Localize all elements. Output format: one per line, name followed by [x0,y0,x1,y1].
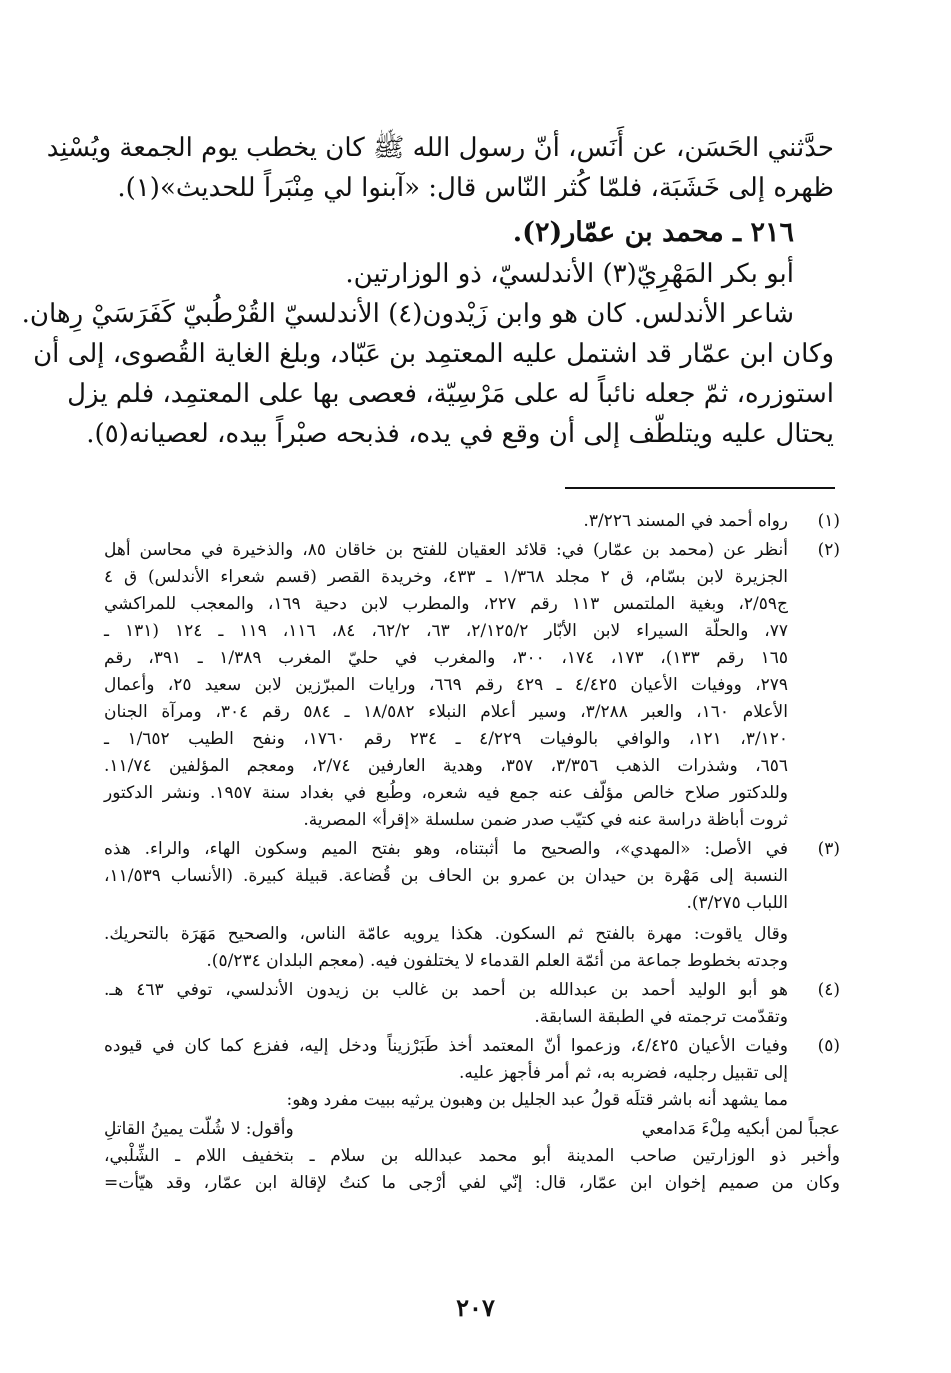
main-text [21,128,834,454]
footnote-line: وجدته بخطوط جماعة من أئمّة العلم القدماء لا يختلفون فيه. (معجم البلدان ٥/٢٣٤). [206,951,788,971]
main-line: أبو بكر المَهْرِيّ(٣) الأندلسيّ، ذو الوزارتين. [345,259,794,289]
footnote-1 [104,508,840,535]
footnote-3 [104,836,840,975]
footnote-line: وفيات الأعيان ٤/٤٢٥، وزعموا أنّ المعتمد أخذ طَبَرْزيناً ودخل إليه، ففزع كما كان في قيوده [104,1036,788,1056]
footnote-line: ٦٥٦، وشذرات الذهب ٣/٣٥٦، ٣٥٧، وهدية العارفين ٢/٧٤، ومعجم المؤلفين ١١/٧٤. [104,756,788,776]
footnote-line: في الأصل: «المهدي»، والصحيح ما أثبتناه، وهو بفتح الميم وسكون الهاء، والراء. هذه [104,839,788,859]
main-line: وكان ابن عمّار قد اشتمل عليه المعتمِد بن عَبّاد، وبلغ الغاية القُصوى، إلى أن [33,339,834,369]
main-line: استوزره، ثمّ جعله نائباً له على مَرْسِيّة، فعصى بها على المعتمِد، فلم يزل [67,379,834,409]
main-line: ظهره إلى خَشَبَة، فلمّا كُثر النّاس قال: «آبنوا لي مِنْبَراً للحديث»(١). [117,173,834,203]
footnote-line: إلى تقبيل رجليه، فضربه به، ثم أمر فأجهز عليه. [459,1063,788,1083]
footnote-number: (٣) [817,839,840,859]
footnote-number: (١) [817,511,840,531]
poem-second-hemistich: وأقول: لا شُلّت يمينُ القاتلِ [104,1119,294,1139]
footnote-line: مما يشهد أنه باشر قتلَه قولُ عبد الجليل بن وهبون يرثيه ببيت مفرد وهو: [286,1090,788,1110]
footnote-line: الأعلام ١٦٠، والعبر ٣/٢٨٨، وسير أعلام النبلاء ١٨/٥٨٢ ـ ٥٨٤ رقم ٣٠٤، ومرآة الجنان [104,702,788,722]
footnote-line: ٢٧٩، ووفيات الأعيان ٤/٤٢٥ ـ ٤٢٩ رقم ٦٦٩، ورايات المبرّزين لابن سعيد ٢٥، وأعمال [104,675,788,695]
footnote-number: (٢) [817,540,840,560]
main-line: شاعر الأندلس. كان هو وابن زَيْدون(٤) الأندلسيّ القُرْطُبيّ كَفَرَسَيْ رِهان. [21,299,794,329]
footnote-line: وللدكتور صلاح خالص مؤلّف عنه جمع فيه شعره، وطُبع في بغداد سنة ١٩٥٧. ونشر الدكتور [104,783,788,803]
footnote-line: النسبة إلى مَهْرة بن حيدان بن عمرو بن الحاف بن قُضاعة. قبيلة كبيرة. (الأنساب ١١/٥٣٩، [104,866,788,886]
main-line: حدَّثني الحَسَن، عن أَنَس، أنّ رسول الله ﷺ كان يخطب يوم الجمعة ويُسْنِد [46,133,834,163]
footnote-line: هو أبو الوليد أحمد بن عبدالله بن أحمد بن غالب بن زيدون الأندلسي، توفي ٤٦٣ هـ. [104,980,788,1000]
footnote-line: وأخبر ذو الوزارتين صاحب المدينة أبو محمد عبدالله بن سلام ـ بتخفيف اللام ـ الشِّلْبي، [104,1146,840,1166]
entry-title: ٢١٦ ـ محمد بن عمّار(٢). [512,217,794,248]
footnote-2 [104,537,840,834]
page-number: ٢٠٧ [456,1293,495,1322]
footnote-line: ٣/١٢٠، ١٢١، والوافي بالوفيات ٤/٢٢٩ ـ ٢٣٤ رقم ١٧٦٠، ونفح الطيب ١/٦٥٢ ـ [104,729,788,749]
footnote-4 [104,977,840,1031]
footnote-line: اللباب ٣/٢٧٥). [686,893,788,913]
footnote-line: أنظر عن (محمد بن عمّار) في: قلائد العقيان للفتح بن خاقان ٨٥، والذخيرة في محاسن أهل [104,540,788,560]
footnote-number: (٥) [817,1036,840,1056]
footnote-line: رواه أحمد في المسند ٣/٢٢٦. [583,511,788,531]
footnote-line: ج٢/٥٩، وبغية الملتمس ١١٣ رقم ٢٢٧، والمطرب لابن دحية ١٦٩، والمعجب للمراكشي [104,594,788,614]
footnotes [104,508,840,1197]
footnote-line: ١٦٥ رقم ١٣٣)، ١٧٣، ١٧٤، ٣٠٠، والمغرب في حليّ المغرب ١/٣٨٩ ـ ٣٩١، رقم [104,648,789,668]
footnote-line: وكان من صميم إخوان ابن عمّار، قال: إنّي لفي أرْجى ما كنتُ لإقالة ابن عمّار، وقد هيّأت= [104,1173,840,1193]
footnote-line: ثروت أباظة دراسة عنه في كتيّب صدر ضمن سلسلة «إقرأ» المصرية. [303,810,788,830]
poem-verse [104,1116,840,1143]
poem-first-hemistich: عجباً لمن أبكيه مِلْءَ مَدامعي [641,1119,840,1139]
footnote-5 [104,1033,840,1114]
footnote-separator [565,487,835,489]
footnote-line: وقال ياقوت: مهرة بالفتح ثم السكون. هكذا يرويه عامّة الناس، والصحيح مَهَرَة بالتحريك. [104,924,788,944]
footnote-line: ٧٧، والحلّة السيراء لابن الأبّار ٢/١٢٥/٢، ٦٣، ٦٢/٢، ٨٤، ١١٦، ١١٩ ـ ١٢٤ (١٣١ ـ [104,621,789,641]
footnote-line: وتقدّمت ترجمته في الطبقة السابقة. [534,1007,788,1027]
main-line: يحتال عليه ويتلطّف إلى أن وقع في يده، فذبحه صبْراً بيده، لعصيانه(٥). [86,419,834,449]
footnote-line: الجزيرة لابن بسّام، ق ٢ مجلد ١/٣٦٨ ـ ٤٣٣، وخريدة القصر (قسم شعراء الأندلس) ق ٤ [104,567,788,587]
footnote-subparagraph [104,921,788,975]
footnote-number: (٤) [817,980,840,1000]
